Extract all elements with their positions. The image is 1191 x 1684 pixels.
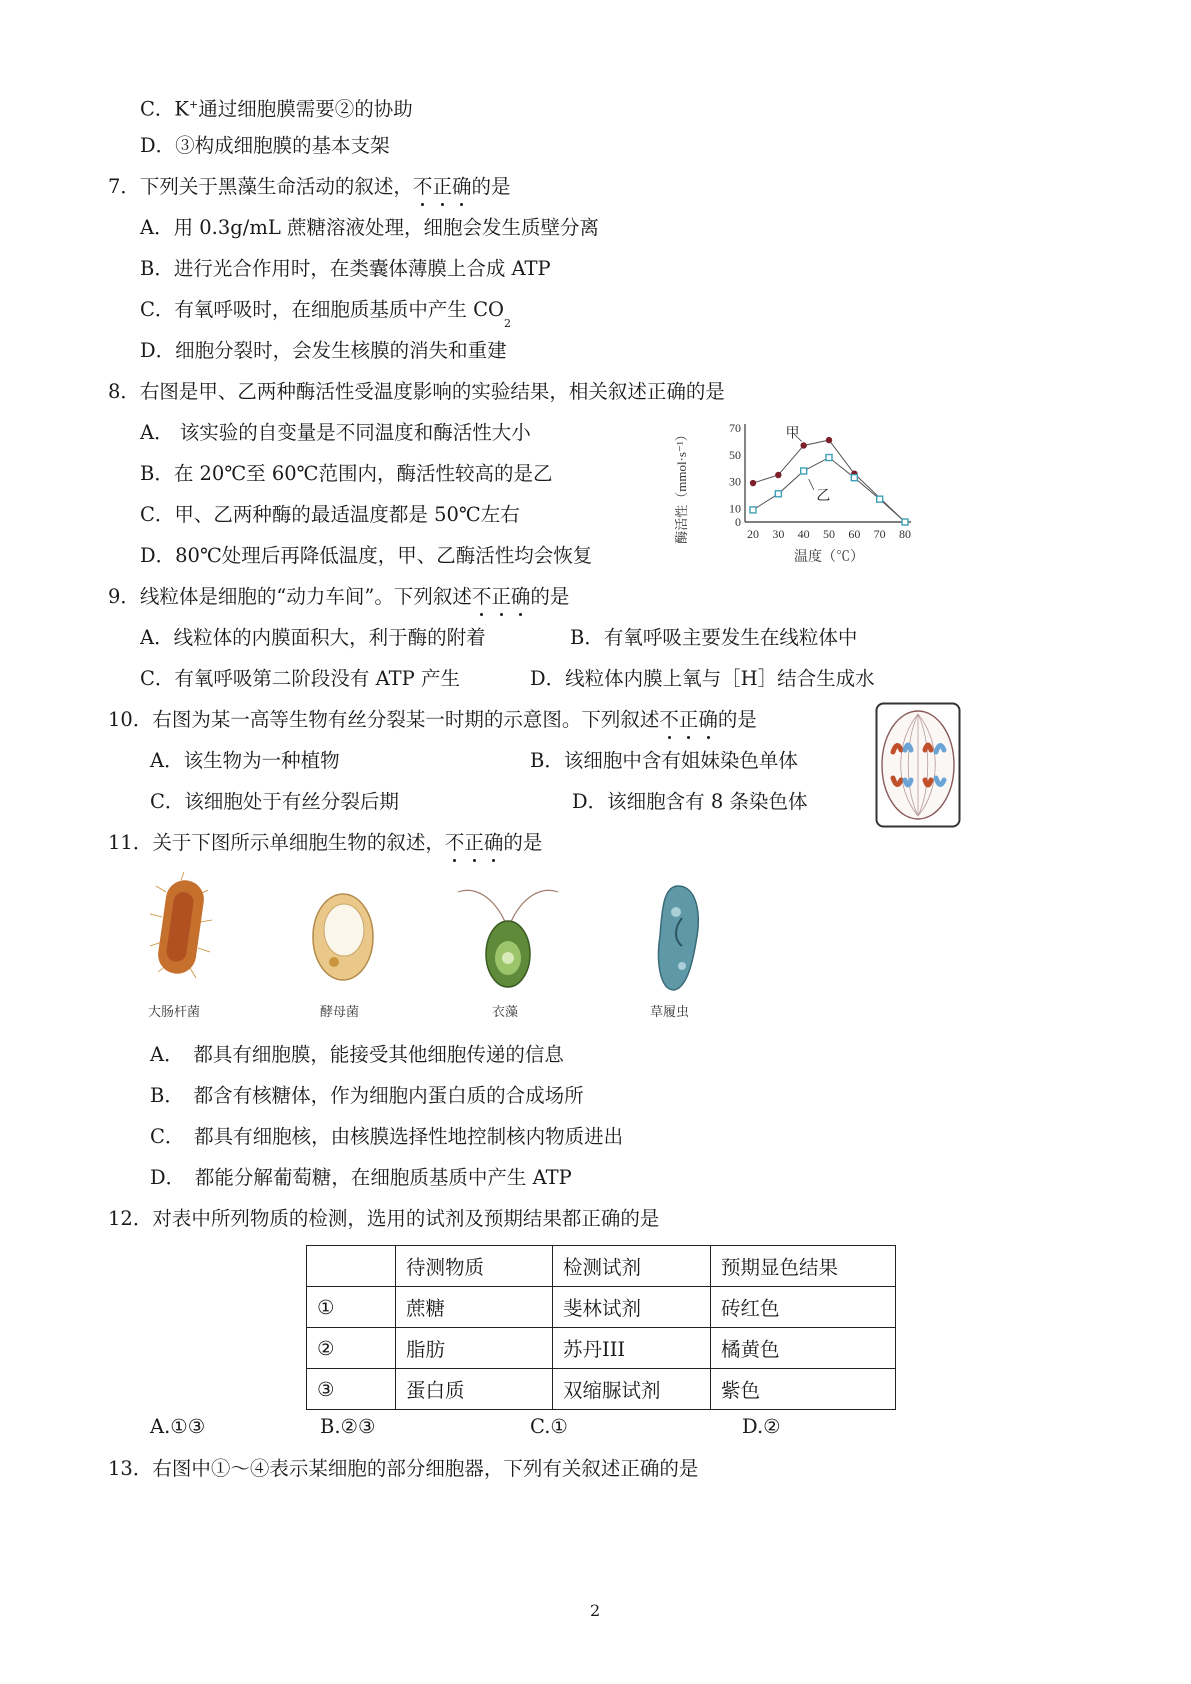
table-cell: 双缩脲试剂: [553, 1369, 711, 1410]
x-tick-label: 60: [848, 527, 861, 541]
chart-y-label: 酶活性（mmol·s⁻¹）: [674, 428, 689, 544]
q11-stem: 11．关于下图所示单细胞生物的叙述，不正确的是: [108, 831, 543, 854]
q11-option-c: C． 都具有细胞核，由核膜选择性地控制核内物质进出: [150, 1125, 624, 1148]
q8-option-b: B．在 20℃至 60℃范围内，酶活性较高的是乙: [140, 462, 553, 485]
data-point-yi: [902, 519, 908, 525]
q8-option-a: A． 该实验的自变量是不同温度和酶活性大小: [140, 421, 531, 444]
y-tick-label: 0: [735, 515, 741, 529]
table-cell: 脂肪: [396, 1328, 553, 1369]
x-tick-label: 20: [747, 527, 759, 541]
series-label-jia: 甲: [785, 426, 800, 442]
q8-stem: 8．右图是甲、乙两种酶活性受温度影响的实验结果，相关叙述正确的是: [108, 380, 725, 403]
table-header-cell: 预期显色结果: [711, 1246, 896, 1287]
data-point-yi: [750, 507, 756, 513]
y-tick-label: 70: [729, 421, 741, 435]
q12-stem: 12．对表中所列物质的检测，选用的试剂及预期结果都正确的是: [108, 1207, 660, 1230]
q9-option-d: D．线粒体内膜上氧与［H］结合生成水: [530, 667, 875, 690]
data-point-jia: [826, 437, 832, 443]
table-row: [307, 1328, 896, 1369]
series-line-jia: [753, 440, 905, 522]
q12-option-d: D.②: [742, 1415, 781, 1438]
y-tick-label: 30: [729, 474, 741, 489]
mitosis-cell-figure: [875, 702, 961, 828]
q9-stem: 9．线粒体是细胞的“动力车间”。下列叙述不正确的是: [108, 585, 570, 608]
data-point-jia: [800, 442, 806, 448]
q10-option-a: A．该生物为一种植物: [150, 749, 340, 772]
q8-option-c: C．甲、乙两种酶的最适温度都是 50℃左右: [140, 503, 520, 526]
table-cell: ②: [307, 1328, 396, 1369]
chlamydomonas-figure: [454, 886, 562, 992]
q12-option-a: A.①③: [150, 1415, 206, 1438]
x-tick-label: 80: [899, 527, 911, 541]
table-cell: 砖红色: [711, 1287, 896, 1328]
e-coli-figure: [146, 872, 216, 982]
table-cell: ①: [307, 1287, 396, 1328]
enzyme-activity-chart: [668, 416, 938, 566]
yeast-figure: [310, 890, 376, 984]
x-tick-label: 50: [823, 527, 835, 541]
q10-option-c: C．该细胞处于有丝分裂后期: [150, 790, 399, 813]
data-point-yi: [775, 491, 781, 497]
table-cell: 苏丹III: [553, 1328, 711, 1369]
q7-option-b: B．进行光合作用时，在类囊体薄膜上合成 ATP: [140, 257, 551, 280]
y-tick-label: 10: [729, 501, 741, 516]
table-header-row: [307, 1246, 896, 1287]
q9-option-c: C．有氧呼吸第二阶段没有 ATP 产生: [140, 667, 460, 690]
series-label-yi: 乙: [816, 488, 831, 504]
q13-stem: 13．右图中①～④表示某细胞的部分细胞器，下列有关叙述正确的是: [108, 1457, 699, 1480]
caption-e-coli: 大肠杆菌: [148, 1005, 201, 1020]
q10-option-b: B．该细胞中含有姐妹染色单体: [530, 749, 798, 772]
q12-option-b: B.②③: [320, 1415, 376, 1438]
series-label-leader: [809, 479, 814, 490]
table-header-cell: 待测物质: [396, 1246, 553, 1287]
q6-option-c: C．K+通过细胞膜需要②的协助: [140, 97, 413, 121]
caption-chlamydomonas: 衣藻: [492, 1005, 519, 1020]
q11-option-b: B． 都含有核糖体，作为细胞内蛋白质的合成场所: [150, 1084, 584, 1107]
q11-option-d: D． 都能分解葡萄糖，在细胞质基质中产生 ATP: [150, 1166, 572, 1189]
q6-option-d: D．③构成细胞膜的基本支架: [140, 134, 390, 157]
table-cell: 紫色: [711, 1369, 896, 1410]
q12-option-c: C.①: [530, 1415, 568, 1438]
data-point-yi: [851, 475, 857, 481]
q11-option-a: A． 都具有细胞膜，能接受其他细胞传递的信息: [150, 1043, 564, 1066]
q7-option-d: D．细胞分裂时，会发生核膜的消失和重建: [140, 339, 507, 362]
q10-stem: 10．右图为某一高等生物有丝分裂某一时期的示意图。下列叙述不正确的是: [108, 708, 757, 731]
x-tick-label: 40: [797, 527, 810, 541]
caption-paramecium: 草履虫: [650, 1005, 690, 1020]
chart-x-label: 温度（℃）: [794, 550, 864, 565]
table-row: [307, 1287, 896, 1328]
caption-yeast: 酵母菌: [320, 1005, 360, 1020]
q9-option-b: B．有氧呼吸主要发生在线粒体中: [570, 626, 858, 649]
paramecium-figure: [652, 882, 704, 994]
table-cell: 蛋白质: [396, 1369, 553, 1410]
table-cell: 蔗糖: [396, 1287, 553, 1328]
page-number: 2: [590, 1601, 601, 1620]
data-point-jia: [775, 472, 781, 478]
q8-option-d: D．80℃处理后再降低温度，甲、乙酶活性均会恢复: [140, 544, 593, 567]
table-cell: ③: [307, 1369, 396, 1410]
table-cell: 斐林试剂: [553, 1287, 711, 1328]
reagent-table: [306, 1245, 896, 1410]
data-point-yi: [877, 496, 883, 502]
data-point-yi: [826, 455, 832, 461]
x-tick-label: 30: [772, 527, 785, 541]
table-header-cell: 检测试剂: [553, 1246, 711, 1287]
table-header-cell: [307, 1246, 396, 1287]
q7-stem: 7．下列关于黑藻生命活动的叙述，不正确的是: [108, 175, 511, 198]
data-point-jia: [750, 480, 756, 486]
q10-option-d: D．该细胞含有 8 条染色体: [572, 790, 808, 813]
x-tick-label: 70: [873, 527, 886, 541]
data-point-yi: [801, 468, 807, 474]
q7-option-c: C．有氧呼吸时，在细胞质基质中产生 $CO_2$: [140, 298, 512, 330]
q7-option-a: A．用 0.3g/mL 蔗糖溶液处理，细胞会发生质壁分离: [140, 216, 599, 239]
table-cell: 橘黄色: [711, 1328, 896, 1369]
q9-option-a: A．线粒体的内膜面积大，利于酶的附着: [140, 626, 486, 649]
y-tick-label: 50: [729, 447, 741, 462]
table-row: [307, 1369, 896, 1410]
